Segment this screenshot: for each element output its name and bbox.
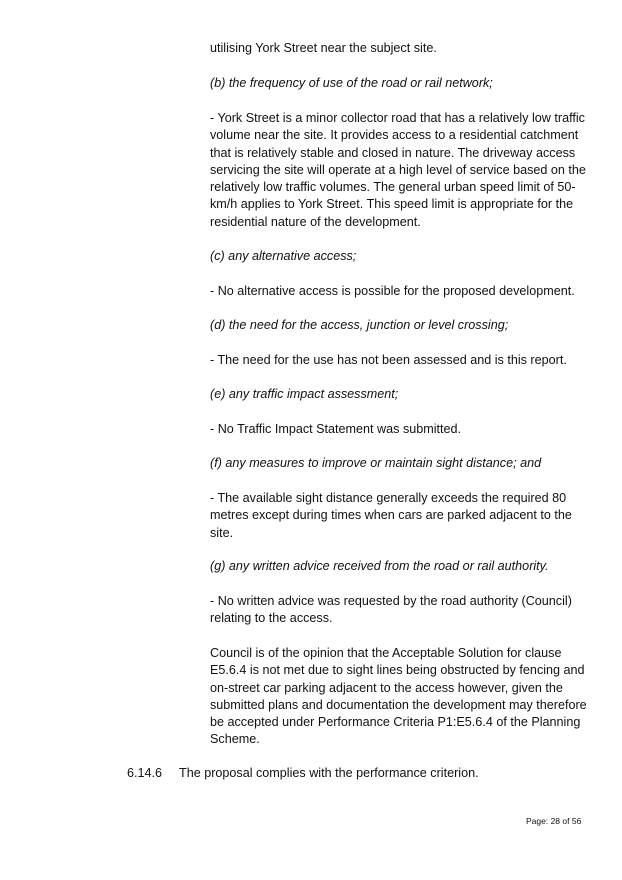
text-line: Scheme.	[210, 732, 260, 747]
text-line: be accepted under Performance Criteria P1:E5.6.4 of the Planning	[210, 715, 581, 730]
criterion-d-response: - The need for the use has not been assessed and is this report.	[210, 353, 567, 367]
text-line: residential nature of the development.	[210, 214, 421, 229]
conclusion-paragraph	[210, 645, 587, 749]
criterion-g-heading: (g) any written advice received from the road or rail authority.	[210, 559, 549, 573]
criterion-f-response	[210, 490, 575, 542]
criterion-b-heading: (b) the frequency of use of the road or rail network;	[210, 76, 493, 90]
criterion-g-response	[210, 593, 575, 628]
criterion-d-heading: (d) the need for the access, junction or level crossing;	[210, 318, 509, 332]
criterion-c-heading: (c) any alternative access;	[210, 249, 357, 263]
section-6-14-6	[127, 765, 479, 782]
text-line: relating to the access.	[210, 611, 333, 626]
text-line: volume near the site. It provides access to a residential catchment	[210, 128, 579, 143]
text-line: - The available sight distance generally exceeds the required 80	[210, 491, 567, 505]
text-line: Council is of the opinion that the Acceptable Solution for clause	[210, 646, 562, 660]
criterion-e-heading: (e) any traffic impact assessment;	[210, 387, 399, 401]
criterion-b-response	[210, 110, 586, 231]
text-line: km/h applies to York Street. This speed limit is appropriate for the	[210, 197, 574, 212]
criterion-c-response: - No alternative access is possible for the proposed development.	[210, 284, 575, 298]
text-line: relatively low traffic volumes. The general urban speed limit of 50-	[210, 180, 576, 195]
paragraph-continuation: utilising York Street near the subject site.	[210, 41, 437, 55]
text-line: - No written advice was requested by the road authority (Council)	[210, 594, 572, 608]
text-line: - York Street is a minor collector road that has a relatively low traffic	[210, 111, 585, 125]
text-line: on-street car parking adjacent to the access however, given the	[210, 680, 563, 695]
text-line: submitted plans and documentation the development may therefore	[210, 697, 587, 712]
page-number-footer: Page: 28 of 56	[526, 816, 582, 826]
section-text: The proposal complies with the performance criterion.	[179, 766, 479, 780]
section-number: 6.14.6	[127, 766, 163, 780]
text-line: that is relatively stable and closed in nature. The driveway access	[210, 145, 576, 160]
criterion-f-heading: (f) any measures to improve or maintain sight distance; and	[210, 456, 542, 470]
text-line: metres except during times when cars are parked adjacent to the	[210, 508, 572, 523]
criterion-e-response: - No Traffic Impact Statement was submitted.	[210, 422, 462, 436]
text-line: servicing the site will operate at a high level of service based on the	[210, 162, 586, 177]
text-line: site.	[210, 525, 234, 540]
text-line: E5.6.4 is not met due to sight lines being obstructed by fencing and	[210, 663, 585, 678]
